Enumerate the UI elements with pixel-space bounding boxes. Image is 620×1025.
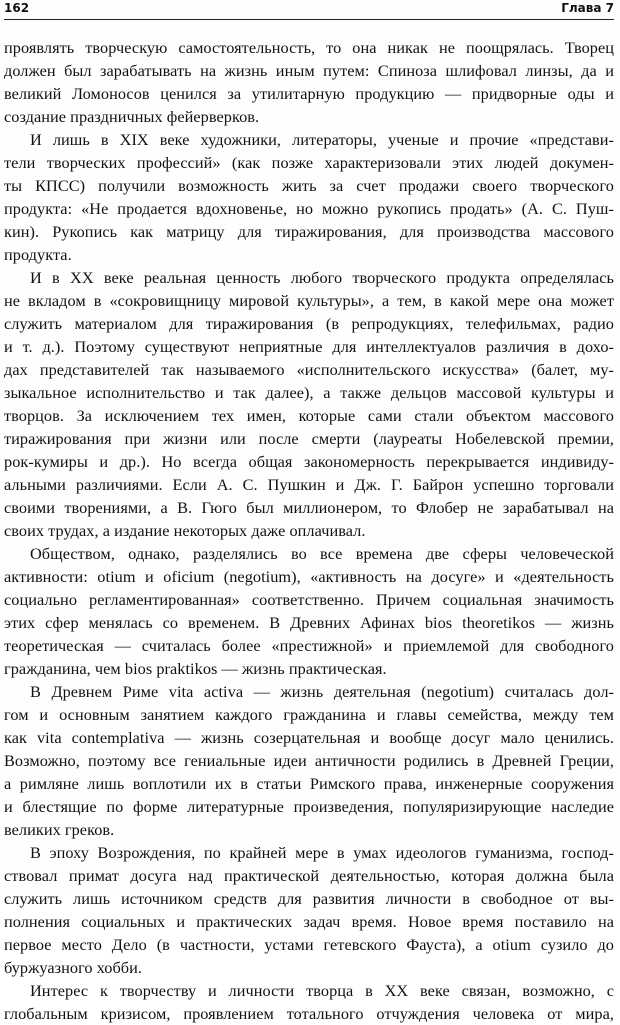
text-line: продукта: «Не продается вдохновенье, но можно рукопись продать» (А. С. Пуш- — [4, 199, 614, 218]
text-line: В Древнем Риме vita activa — жизнь деятельная (negotium) считалась дол- — [30, 682, 614, 701]
text-line: а римляне лишь воплотили их в статьи Римского права, инженерные сооружения — [4, 774, 614, 793]
text-line: служить материалом для тиражирования (в репродукциях, телефильмах, радио — [4, 314, 614, 333]
text-line: продукта. — [4, 245, 72, 264]
text-line: своих трудах, а издание некоторых даже оплачивал. — [4, 521, 366, 540]
text-line: буржуазного хобби. — [4, 958, 143, 977]
text-line: своими творениями, а В. Гюго был миллионером, то Флобер не зарабатывал на — [4, 498, 614, 517]
text-line: великий Ломоносов ценился за утилитарную продукцию — придворные оды и — [4, 84, 614, 103]
text-line: не вкладом в «сокровищницу мировой культуры», а тем, в какой мере она может — [4, 291, 614, 310]
chapter-title: Глава 7 — [561, 1, 614, 15]
text-line: великих греков. — [4, 820, 115, 839]
text-line: Возможно, поэтому все гениальные идеи античности родились в Древней Греции, — [4, 751, 614, 770]
text-line: этих сфер менялась со временем. В Древних Афинах bios theoretikos — жизнь — [4, 613, 614, 632]
text-line: служить лишь источником средств для развития личности в свободное от вы- — [4, 889, 614, 908]
text-line: рок-кумиры и др.). Но всегда общая закономерность перекрывается индивиду- — [4, 452, 614, 471]
text-line: творцов. За исключением тех имен, которые сами стали объектом массового — [4, 406, 614, 425]
text-line: зыкальное исполнительство и так далее), а также дельцов массовой культуры и — [4, 383, 614, 402]
text-line: дах представителей так называемого «исполнительского искусства» (балет, му- — [4, 360, 614, 379]
text-line: первое место Дело (в частности, устами гетевского Фауста), а otium сузило до — [4, 935, 614, 954]
text-line: полнения социальных и практических задач время. Новое время поставило на — [4, 912, 614, 931]
text-line: проявлять творческую самостоятельность, то она никак не поощрялась. Творец — [4, 38, 614, 57]
text-line: альными различиями. Если А. С. Пушкин и Дж. Г. Байрон успешно торговали — [4, 475, 614, 494]
text-line: тели творческих профессий» (как позже характеризовали этих людей докумен- — [4, 153, 614, 172]
text-line: активности: otium и oficium (negotium), «активность на досуге» и «деятельность — [4, 567, 614, 586]
text-line: социально регламентированная» соответственно. Причем социальная значимость — [4, 590, 614, 609]
text-line: кин). Рукопись как матрицу для тиражирования, для производства массового — [4, 222, 614, 241]
text-line: ствовал примат досуга над практической деятельностью, которая должна была — [4, 866, 614, 885]
body-text — [4, 36, 614, 1025]
text-line: Интерес к творчеству и личности творца в XX веке связан, возможно, с — [30, 981, 614, 1000]
text-line: гом и основным занятием каждого гражданина и главы семейства, между тем — [4, 705, 614, 724]
text-line: Обществом, однако, разделялись во все времена две сферы человеческой — [30, 544, 614, 563]
text-line: глобальным кризисом, проявлением тотального отчуждения человека от мира, — [4, 1004, 614, 1023]
text-line: и блестящие по форме литературные произведения, популяризирующие наследие — [4, 797, 614, 816]
text-line: гражданина, чем bios praktikos — жизнь практическая. — [4, 659, 387, 678]
text-line: И лишь в XIX веке художники, литераторы, ученые и прочие «представи- — [30, 130, 614, 149]
text-line: И в XX веке реальная ценность любого творческого продукта определялась — [30, 268, 614, 287]
running-header — [4, 0, 614, 20]
text-line: как vita contemplativa — жизнь созерцательная и вообще досуг мало ценились. — [4, 728, 614, 747]
page-number: 162 — [4, 1, 30, 15]
text-line: создание праздничных фейерверков. — [4, 107, 260, 126]
text-line: В эпоху Возрождения, по крайней мере в умах идеологов гуманизма, господ- — [30, 843, 614, 862]
text-line: должен был зарабатывать на жизнь иным путем: Спиноза шлифовал линзы, да и — [4, 61, 614, 80]
text-line: и т. д.). Поэтому существуют неприятные для интеллектуалов различия в дохо- — [4, 337, 614, 356]
text-line: тиражирования при жизни или после смерти (лауреаты Нобелевской премии, — [4, 429, 614, 448]
text-line: ты КПСС) получили возможность жить за счет продажи своего творческого — [4, 176, 614, 195]
text-line: теоретическая — считалась более «престижной» и приемлемой для свободного — [4, 636, 614, 655]
